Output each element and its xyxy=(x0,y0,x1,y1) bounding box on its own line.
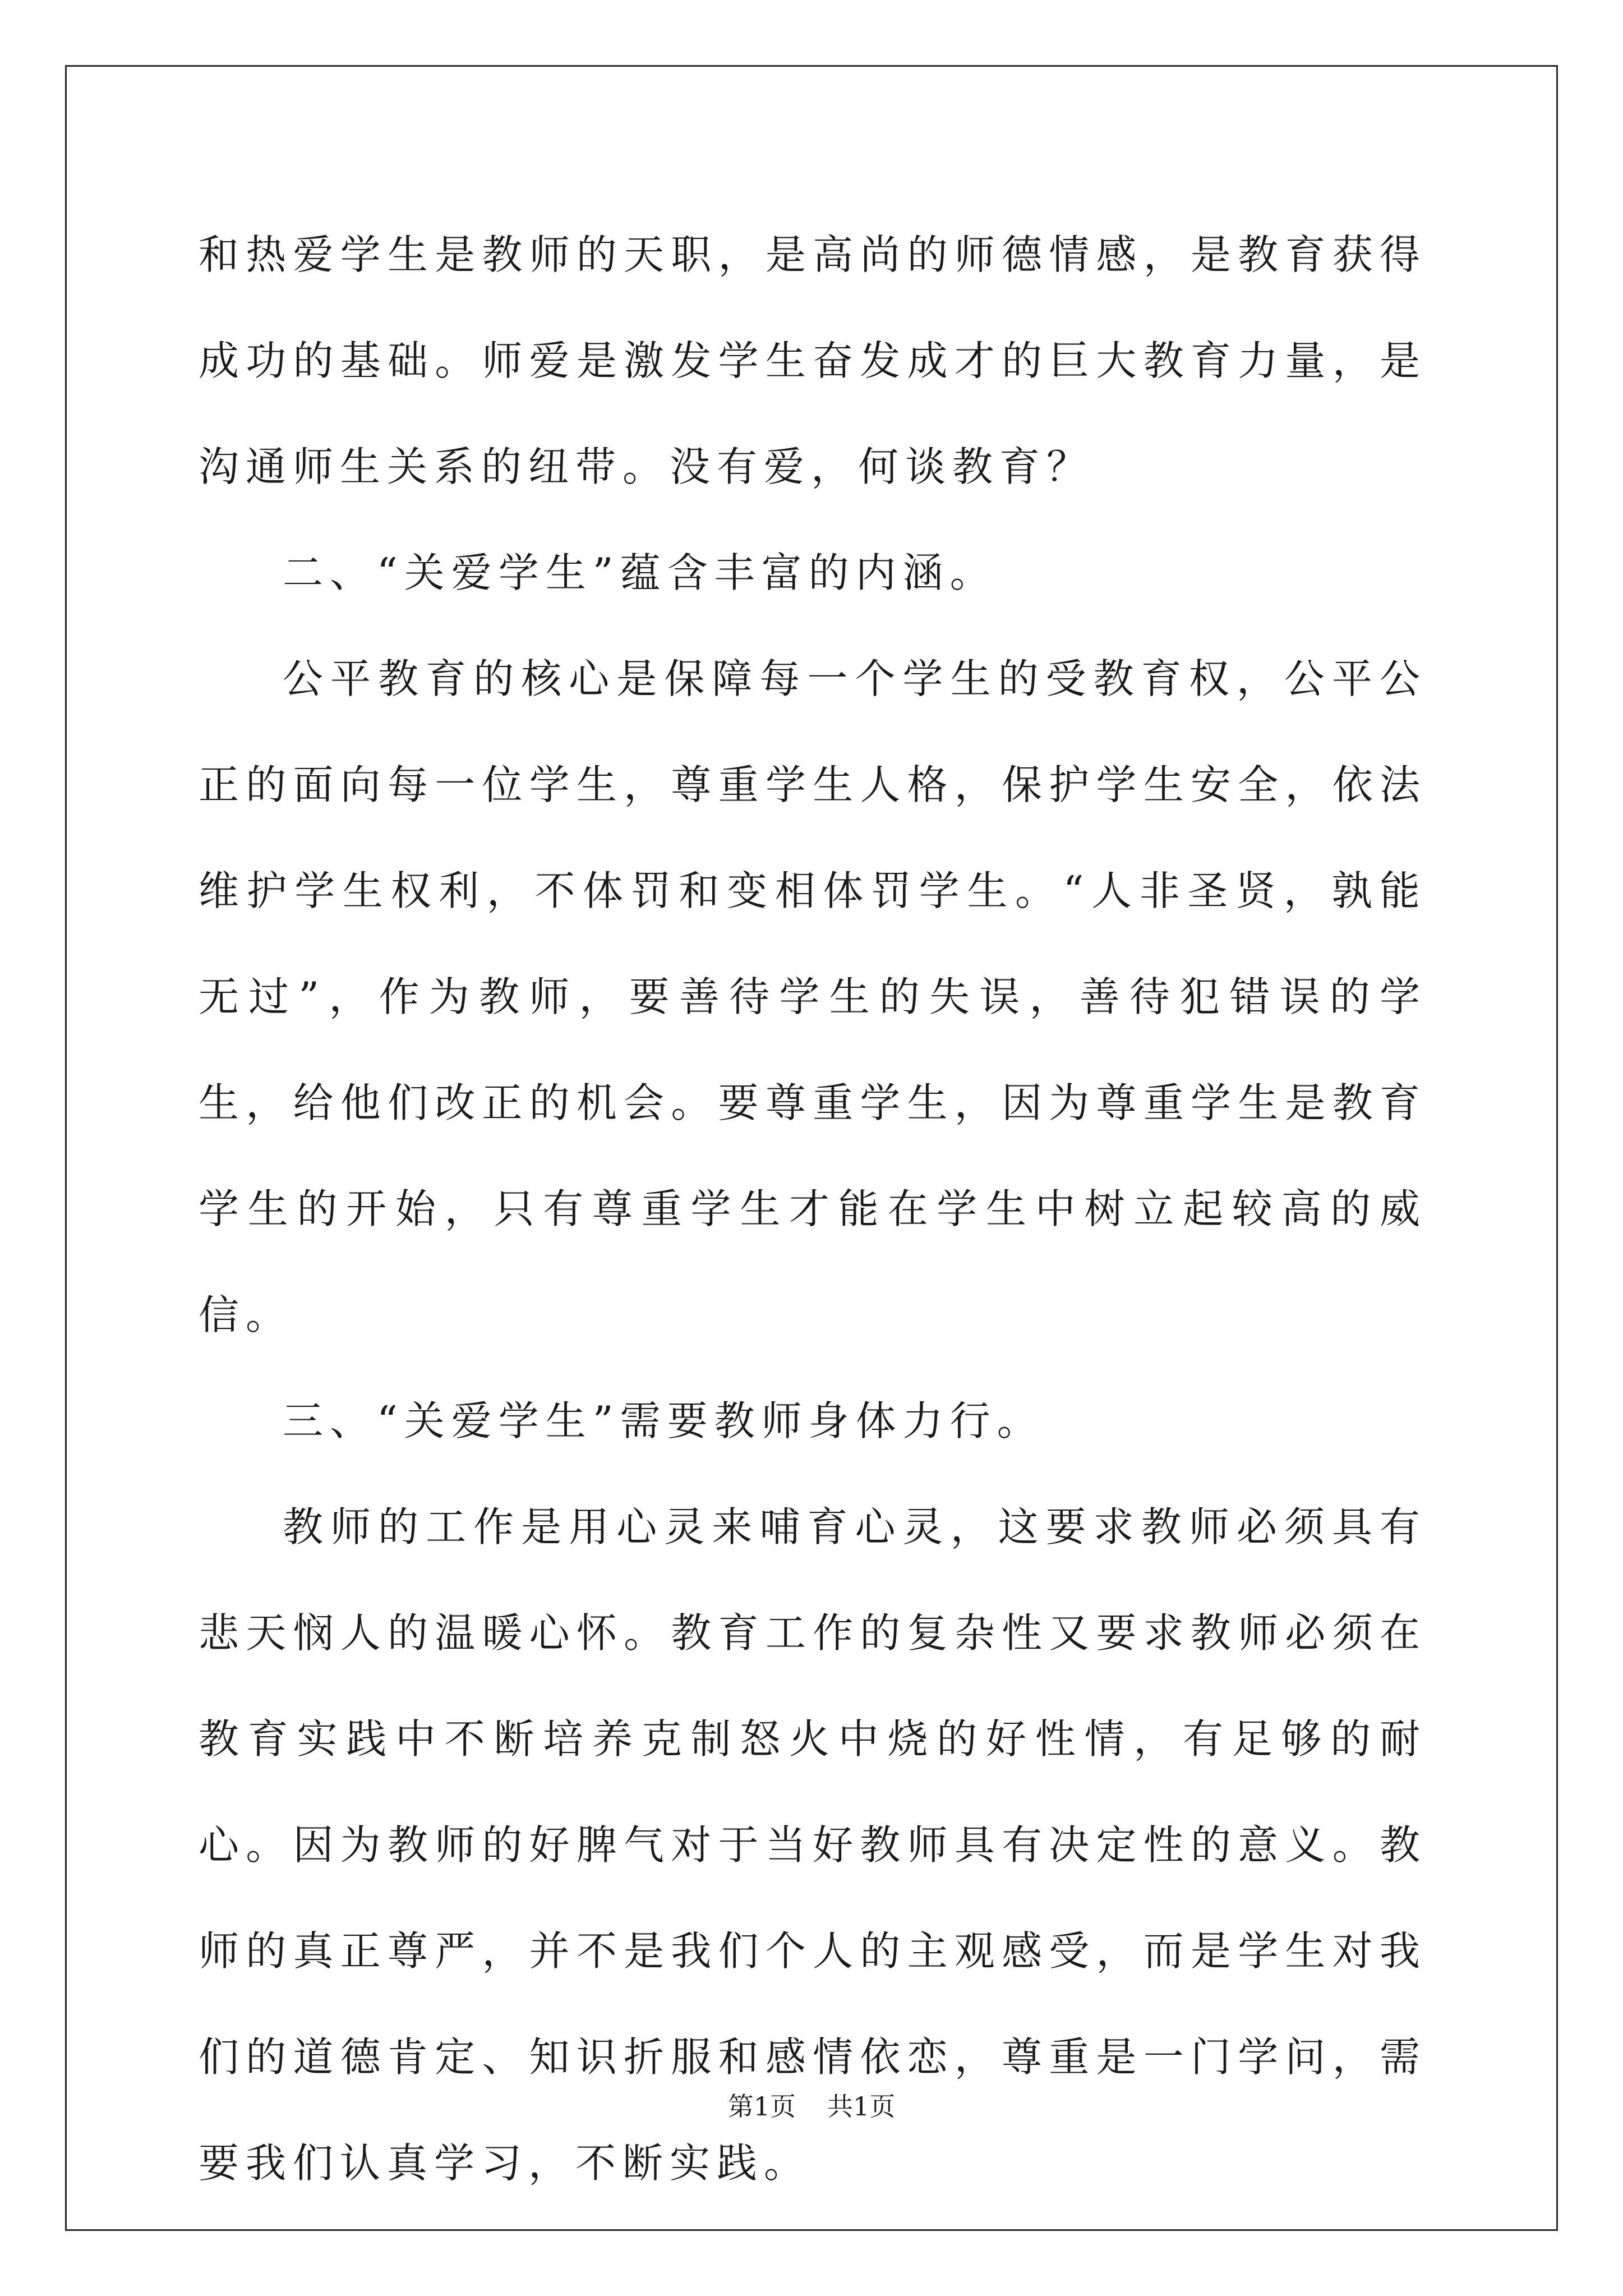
paragraph-5: 教师的工作是用心灵来哺育心灵，这要求教师必须具有悲天悯人的温暖心怀。教育工作的复杂性又要求教师必须在教育实践中不断培养克制怒火中烧的好性情，有足够的耐心。因为教师的好脾气对于当好教师具有决定性的意义。教师的真正尊严，并不是我们个人的主观感受，而是学生对我们的道德肯定、知识折服和感情依恋，尊重是一门学问，需要我们认真学习，不断实践。 xyxy=(199,1503,1427,2187)
page-footer xyxy=(0,2090,1623,2123)
section-heading-2: 二、“关爱学生”蕴含丰富的内涵。 xyxy=(283,549,997,596)
paragraph-3: 公平教育的核心是保障每一个学生的受教育权，公平公正的面向每一位学生，尊重学生人格，保护学生安全，依法维护学生权利，不体罚和变相体罚学生。“人非圣贤，孰能无过”，作为教师，要善待学生的失误，善待犯错误的学生，给他们改正的机会。要尊重学生，因为尊重学生是教育学生的开始，只有尊重学生才能在学生中树立起较高的威信。 xyxy=(199,655,1427,1338)
page-number-total: 共1页 xyxy=(827,2091,896,2122)
section-heading-3: 三、“关爱学生”需要教师身体力行。 xyxy=(283,1397,1044,1444)
paragraph-1: 和热爱学生是教师的天职，是高尚的师德情感，是教育获得成功的基础。师爱是激发学生奋发成才的巨大教育力量，是沟通师生关系的纽带。没有爱，何谈教育？ xyxy=(199,231,1427,490)
document-body xyxy=(199,202,1427,2216)
page-number-current: 第1页 xyxy=(727,2091,796,2122)
